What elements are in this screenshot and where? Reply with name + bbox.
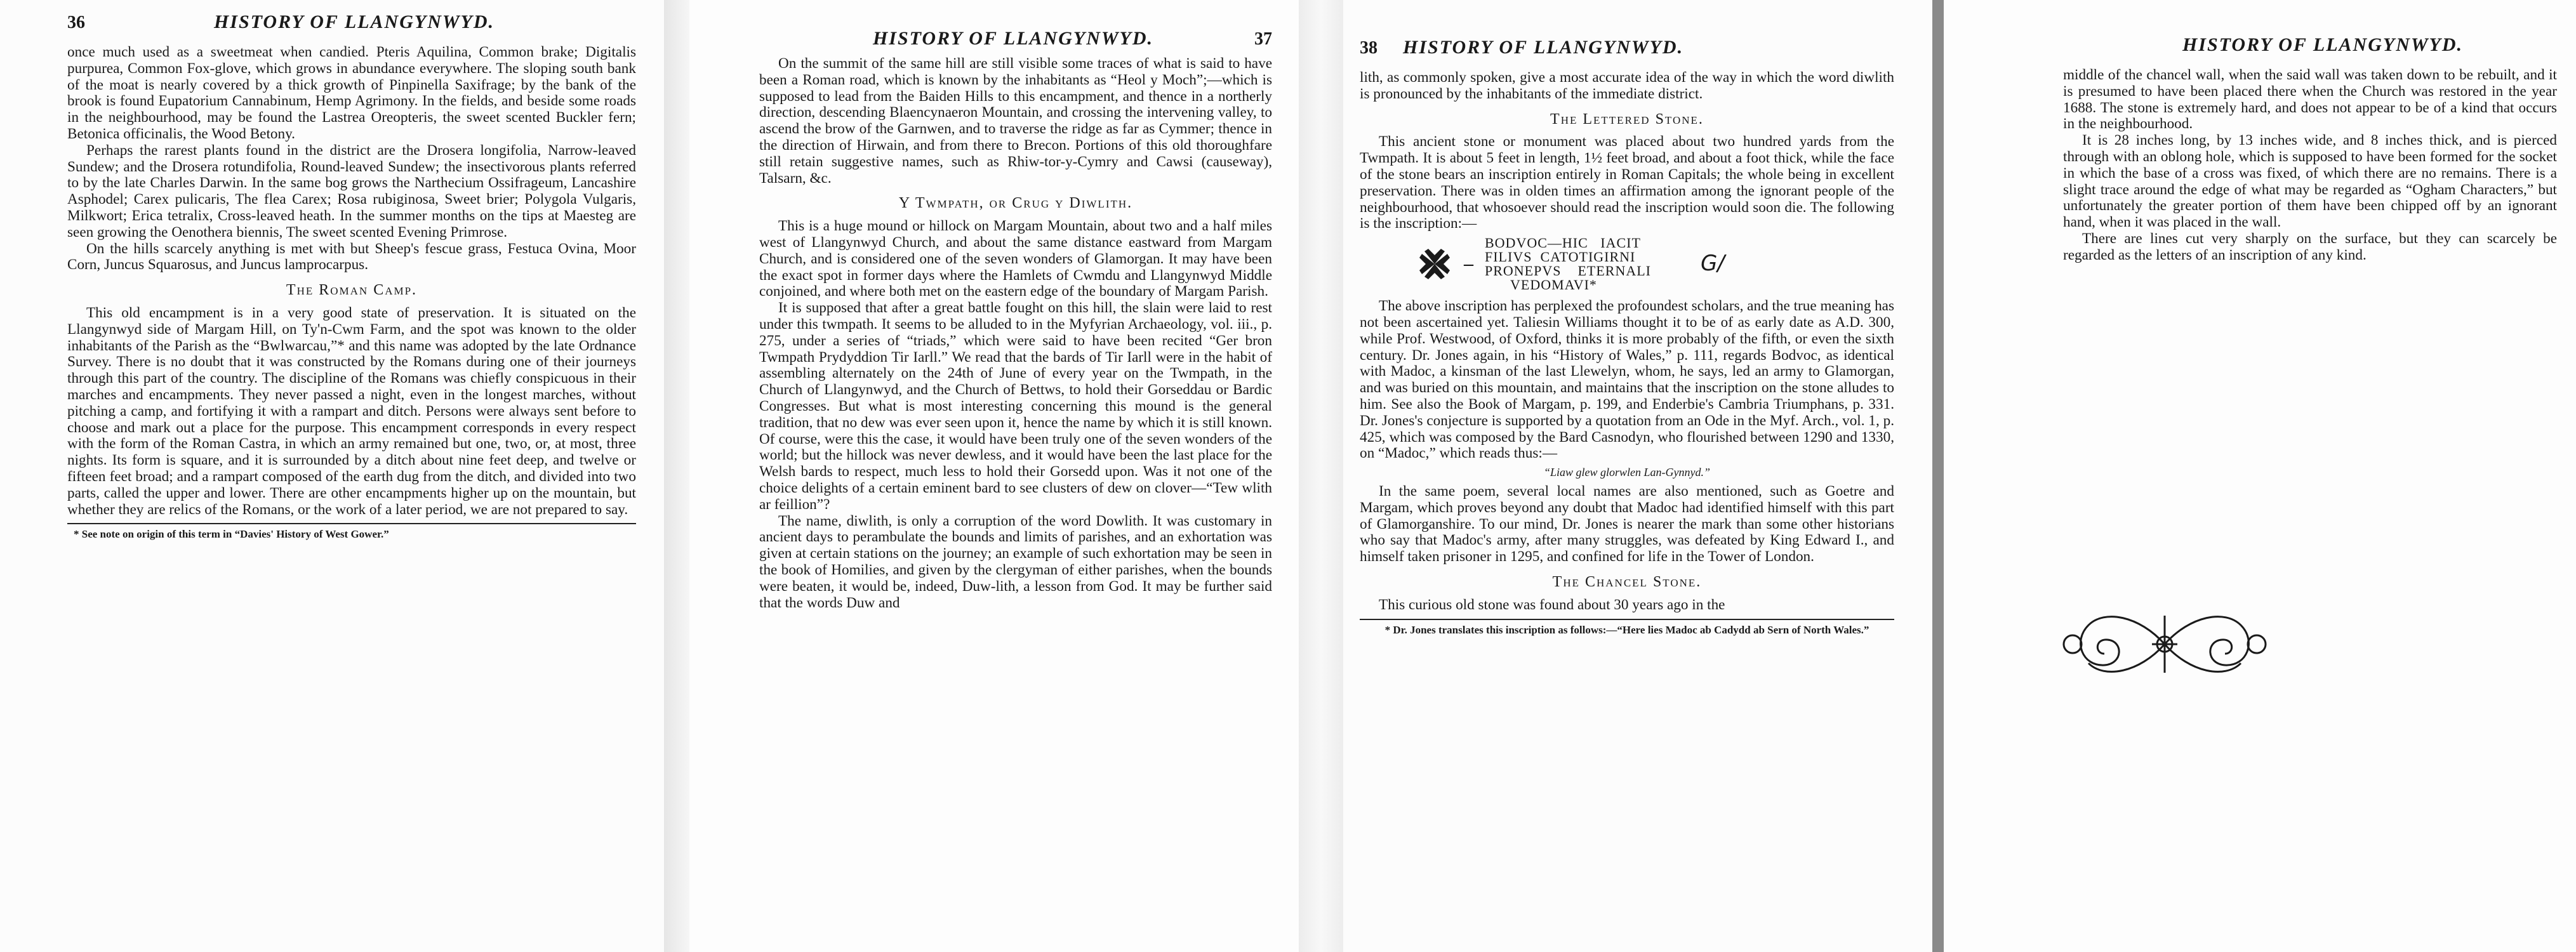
book-page-36: [0, 0, 664, 952]
page-body: [759, 56, 1272, 611]
paragraph: This is a huge mound or hillock on Margam Mountain, about two and a half miles west of Llangynwyd Church, and about the same distance eastward from Margam Church, and is considered one of the seven wonders of Glamorgan. It may have been the exact spot in former days where the Hamlets of Cwmdu and Llangynwyd Middle conjoined, and where both met on the eastern edge of the boundary of Margam Parish.: [759, 218, 1272, 300]
running-title: HISTORY OF LLANGYNWYD.: [213, 11, 495, 32]
scroll-ornament-icon: [2044, 590, 2285, 698]
paragraph: lith, as commonly spoken, give a most accurate idea of the way in which the word diwlith is pronounced by the inhabitants of the immediate district.: [1360, 69, 1894, 102]
maltese-cross-icon: [1417, 246, 1452, 282]
section-heading: The Roman Camp.: [286, 282, 418, 299]
running-header: [67, 11, 636, 37]
dash-mark: –: [1464, 253, 1473, 275]
paragraph: In the same poem, several local names are also mentioned, such as Goetre and Margam, which proves beyond any doubt that Madoc had identified himself with this part of Glamorganshire. To our mind, Dr. Jones is nearer the mark than some other historians who say that Madoc's army, after many struggles, was defeated by King Edward I., and himself taken prisoner in 1295, and confined for life in the Tower of London.: [1360, 482, 1894, 565]
inscription-line: FILIVS CATOTIGIRNI: [1485, 249, 1636, 265]
footnote: * See note on origin of this term in “Davies' History of West Gower.”: [74, 528, 389, 541]
page-body: [2063, 67, 2557, 264]
running-header: [759, 28, 1272, 53]
book-page-39: [1944, 0, 2576, 952]
section-heading: The Lettered Stone.: [1550, 110, 1704, 128]
section-heading: Y Twmpath, or Crug y Diwlith.: [898, 195, 1133, 212]
paragraph: There are lines cut very sharply on the surface, but they can scarcely be regarded as the letters of an inscription of any kind.: [2063, 230, 2557, 263]
running-title: HISTORY OF LLANGYNWYD.: [1403, 37, 1684, 58]
paragraph: It is supposed that after a great battle fought on this hill, the slain were laid to rest under this twmpath. It seems to be alluded to in the Myfyrian Archaeology, vol. iii., p. 275, under a series of “triads,” which were said to have been recited “Ger bron Twmpath Prydyddion Tir Iarll.” We read that the bards of Tir Iarll were in the habit of assembling alternately on the 24th of June of every year on the Twmpath, in the Church of Llangynwyd, and the Church of Bettws, to hold their Gorseddau or Bardic Congresses. But what is most interesting concerning this mound is the general tradition, that no dew was ever seen upon it, hence the name by which it is still known. Of course, were this the case, it would have been truly one of the seven wonders of the world; but the hillock was never dewless, and it would have been the last place for the Welsh bards to respect, much less to hold their Gorsedd upon. Was it not one of the choice delights of a certain eminent bard to see clusters of dew on clover—“Tew wlith ar feillion”?: [759, 300, 1272, 513]
footnote-rule: [1360, 619, 1894, 620]
page-gutter: [1932, 0, 1944, 952]
paragraph: The above inscription has perplexed the profoundest scholars, and the true meaning has not been ascertained yet. Taliesin Williams thought it to be of as early date as A.D. 300, while Prof. Westwood, of Oxford, thinks it is more probably of the fifth, or even the sixth century. Dr. Jones again, in his “History of Wales,” p. 111, regards Bodvoc, as identical with Madoc, a kinsman of the last Llewelyn, whom, he says, led an army to Glamorgan, and was buried on this mountain, and maintains that the inscription on the stone alludes to him. See also the Book of Margam, p. 199, and Enderbie's Cambria Triumphans, p. 331. Dr. Jones's conjecture is supported by a quotation from an Ode in the Myf. Arch., vol. 1, p. 425, which was composed by the Bard Casnodyn, who flourished between 1290 and 1330, on “Madoc,” which reads thus:—: [1360, 298, 1894, 462]
paragraph: On the hills scarcely anything is met with but Sheep's fescue grass, Festuca Ovina, Moor Corn, Juncus Squarosus, and Juncus lamprocarpus.: [67, 240, 636, 274]
running-title: HISTORY OF LLANGYNWYD.: [872, 28, 1154, 49]
handwritten-annotation: G/: [1701, 251, 1725, 277]
book-page-37: [689, 0, 1299, 952]
page-body: [67, 44, 636, 541]
footnote-rule: [67, 523, 636, 524]
inscription-text: [1485, 236, 1651, 292]
inscription-block: [1417, 236, 1894, 292]
section-heading: The Chancel Stone.: [1552, 573, 1702, 590]
running-title: HISTORY OF LLANGYNWYD.: [2182, 34, 2464, 55]
running-header: [2063, 34, 2557, 60]
paragraph: This old encampment is in a very good state of preservation. It is situated on the Llangynwyd side of Margam Hill, on Ty'n-Cwm Farm, and the spot was known to the older inhabitants of the Parish as the “Bwlwarcau,”* and this name was adopted by the late Ordnance Survey. There is no doubt that it was constructed by the Romans during one of their journeys through this part of the country. The discipline of the Romans was chiefly conspicuous in their marches and encampments. They never passed a night, even in the longest marches, without pitching a camp, and fortifying it with a rampart and ditch. Persons were always sent before to choose and mark out a place for the purpose. This encampment corresponds in every respect with the form of the Roman Castra, in which an army remained but one, two, or, at most, three nights. Its form is square, and it is surrounded by a ditch about nine feet deep, and twelve or fifteen feet broad; and a rampart composed of the earth dug from the ditch, and divided into two parts, called the upper and lower. There are other encampments higher up on the mountain, but whether they are relics of the Romans, or the work of a later period, we are not prepared to say.: [67, 304, 636, 518]
footnote: * Dr. Jones translates this inscription as follows:—“Here lies Madoc ab Cadydd ab Sern of North Wales.”: [1384, 623, 1869, 636]
paragraph: middle of the chancel wall, when the said wall was taken down to be rebuilt, and it is presumed to have been placed there when the Church was restored in the year 1688. The stone is extremely hard, and does not appear to be of a kind that occurs in the neighbourhood.: [2063, 67, 2557, 133]
paragraph: It is 28 inches long, by 13 inches wide, and 8 inches thick, and is pierced through with an oblong hole, which is supposed to have been formed for the socket in which the base of a cross was fixed, of which there are no remains. There is a slight trace around the edge of what may be regarded as “Ogham Characters,” but unfortunately the greater portion of them have been chipped off by an ignorant hand, when it was placed in the wall.: [2063, 132, 2557, 231]
page-body: [1360, 70, 1894, 637]
page-number: 38: [1360, 38, 1378, 58]
running-header: [1360, 37, 1894, 62]
paragraph: The name, diwlith, is only a corruption of the word Dowlith. It was customary in ancient days to perambulate the bounds and limits of parishes, and an exhortation was given at certain stations on the journey; an example of such exhortation may be seen in the book of Homilies, and given by the clergyman of either parishes, when the bounds were beaten, it would be, indeed, Duw-lith, a lesson from God. It may be further said that the words Duw and: [759, 512, 1272, 611]
page-gutter: [1299, 0, 1343, 952]
paragraph: This curious old stone was found about 30 years ago in the: [1379, 596, 1725, 613]
inscription-line: PRONEPVS ETERNALI: [1485, 263, 1652, 279]
book-page-38: [1343, 0, 1932, 952]
paragraph: once much used as a sweetmeat when candied. Pteris Aquilina, Common brake; Digitalis purpurea, Common Fox-glove, which grows in abundance everywhere. The sloping south bank of the moat is nearly covered by a thick growth of Pinpinella Saxifrage; by the bank of the brook is found Eupatorium Cannabinum, Hemp Agrimony. In the fields, and beside some roads in the neighbourhood, may be found the Lastrea Oreopteris, the sweet scented Buckler fern; Betonica officinalis, the Wood Betony.: [67, 44, 636, 142]
paragraph: On the summit of the same hill are still visible some traces of what is said to have been a Roman road, which is known by the inhabitants as “Heol y Moch”;—which is supposed to lead from the Baiden Hills to this encampment, and thence in a northerly direction, descending Blaencynaeron Mountain, and crossing the intervening valley, to ascend the brow of the Garnwen, and to traverse the ridge as far as Cymmer; thence in the direction of Hirwain, and from there to Brecon. Portions of this old thoroughfare still retain suggestive names, such as Rhiw-tor-y-Cymry and Cawsi (causeway), Talsarn, &c.: [759, 55, 1272, 187]
paragraph: This ancient stone or monument was placed about two hundred yards from the Twmpath. It is about 5 feet in length, 1½ feet broad, and about a foot thick, while the face of the stone bears an inscription entirely in Roman Capitals; the whole being in excellent preservation. There was in olden times an affirmation among the ignorant people of the neighbourhood, that whosoever should read the inscription would soon die. The following is the inscription:—: [1360, 133, 1894, 232]
page-gutter: [664, 0, 689, 952]
page-number: 37: [1254, 29, 1272, 49]
inscription-line: VEDOMAVI*: [1510, 277, 1597, 293]
page-number: 36: [67, 13, 85, 32]
quotation: “Liaw glew glorwlen Lan-Gynnyd.”: [1543, 466, 1711, 479]
paragraph: Perhaps the rarest plants found in the district are the Drosera longifolia, Narrow-leaved Sundew; and the Drosera rotundifolia, Round-leaved Sundew; the insectivorous plants referred to by the late Charles Darwin. In the same bog grows the Narthecium Ossifrageum, Lancashire Asphodel; Carex pulicaris, The flea Carex; Rosa rubiginosa, Sweet brier; Polygola Vulgaris, Milkwort; Erica tetralix, Cross-leaved heath. In the summer months on the tips at Maesteg are seen growing the Oenothera biennis, The sweet scented Evening Primrose.: [67, 142, 636, 241]
inscription-line: BODVOC—HIC IACIT: [1485, 235, 1641, 251]
